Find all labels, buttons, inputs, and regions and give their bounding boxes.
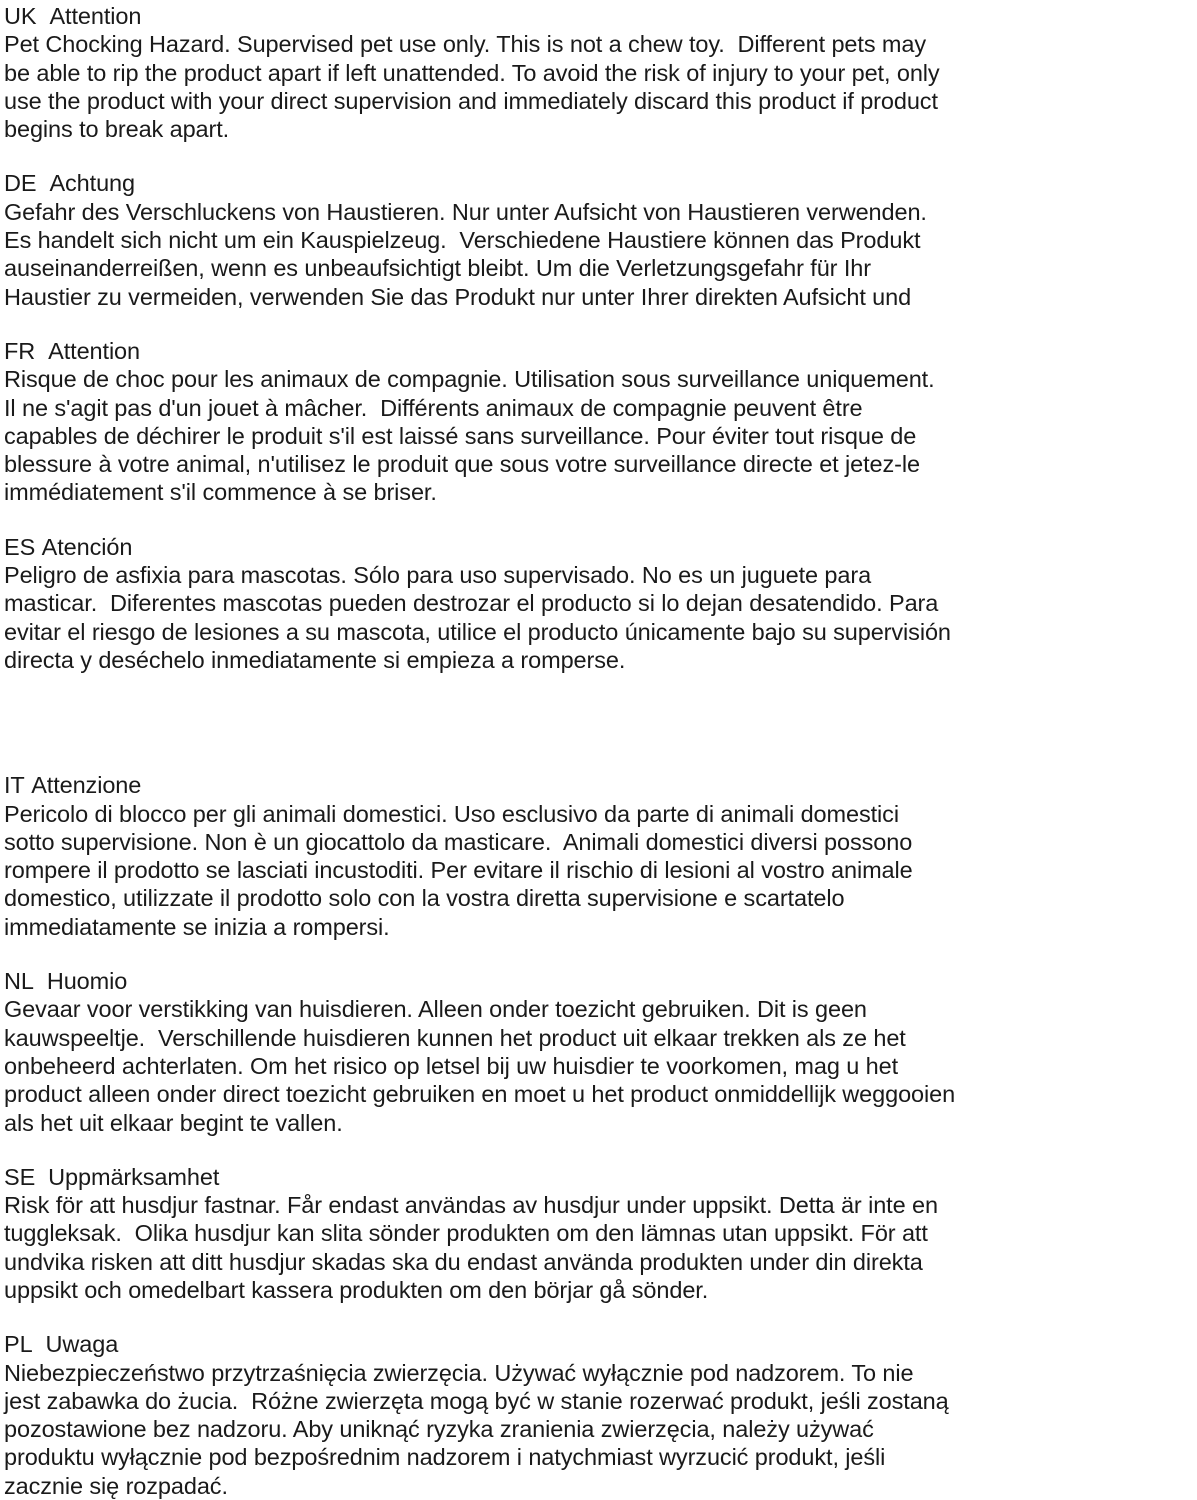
section-heading-uk (4, 2, 1193, 30)
section-heading-de (4, 169, 1193, 197)
section-heading-pl (4, 1330, 1193, 1358)
section-heading-se (4, 1163, 1193, 1191)
language-code: DE (4, 170, 37, 197)
text-line: Niebezpieczeństwo przytrzaśnięcia zwierzęcia. Używać wyłącznie pod nadzorem. To nie (4, 1359, 914, 1386)
text-line: begins to break apart. (4, 116, 230, 143)
section-title: Huomio (46, 968, 128, 995)
text-line: undvika risken att ditt husdjur skadas ska du endast använda produkten under din direkta (4, 1248, 923, 1275)
section-title: Uppmärksamhet (48, 1163, 220, 1190)
language-code: UK (4, 3, 37, 29)
text-line: product alleen onder direct toezicht gebruiken en moet u het product onmiddellijk weggooien (4, 1081, 956, 1108)
text-line: be able to rip the product apart if left unattended. To avoid the risk of injury to your pet, only (4, 59, 940, 86)
section-title: Atención (41, 533, 133, 560)
text-line: Risk för att husdjur fastnar. Får endast användas av husdjur under uppsikt. Detta är inte en (4, 1192, 938, 1219)
text-line: Haustier zu vermeiden, verwenden Sie das Produkt nur unter Ihrer direkten Aufsicht und (4, 283, 912, 310)
text-line: immédiatement s'il commence à se briser. (4, 479, 437, 506)
text-line: masticar. Diferentes mascotas pueden destrozar el producto si lo dejan desatendido. Para (4, 590, 939, 617)
text-line: directa y deséchelo inmediatamente si empieza a romperse. (4, 646, 626, 673)
text-line: Gevaar voor verstikking van huisdieren. Alleen onder toezicht gebruiken. Dit is geen (4, 996, 867, 1023)
language-code: PL (4, 1331, 33, 1358)
section-heading-fr (4, 337, 1193, 365)
language-code: FR (4, 337, 36, 364)
text-line: Pet Chocking Hazard. Supervised pet use only. This is not a chew toy. Different pets may (4, 31, 926, 58)
section-heading-es (4, 533, 1193, 561)
section-title: Attention (49, 3, 142, 29)
text-line: Il ne s'agit pas d'un jouet à mâcher. Différents animaux de compagnie peuvent être (4, 394, 863, 421)
text-line: jest zabawka do żucia. Różne zwierzęta mogą być w stanie rozerwać produkt, jeśli zostaną (4, 1387, 949, 1414)
text-line: Risque de choc pour les animaux de compagnie. Utilisation sous surveillance uniquement. (4, 366, 935, 393)
section-title: Uwaga (45, 1331, 119, 1358)
text-line: immediatamente se inizia a rompersi. (4, 913, 390, 940)
section-title: Attention (48, 337, 141, 364)
text-line: rompere il prodotto se lasciati incustoditi. Per evitare il rischio di lesioni al vostro animale (4, 857, 913, 884)
section-pl (4, 1330, 1193, 1500)
section-se (4, 1163, 1193, 1304)
section-nl (4, 967, 1193, 1137)
language-code: NL (4, 968, 34, 995)
text-line: tuggleksak. Olika husdjur kan slita sönder produkten om den lämnas utan uppsikt. För att (4, 1220, 928, 1247)
section-fr (4, 337, 1193, 507)
section-de (4, 169, 1193, 310)
text-line: auseinanderreißen, wenn es unbeaufsichtigt bleibt. Um die Verletzungsgefahr für Ihr (4, 255, 871, 282)
text-line: blessure à votre animal, n'utilisez le produit que sous votre surveillance directe et jetez-le (4, 451, 920, 478)
text-line: als het uit elkaar begint te vallen. (4, 1109, 343, 1136)
text-line: kauwspeeltje. Verschillende huisdieren kunnen het product uit elkaar trekken als ze het (4, 1024, 906, 1051)
language-code: IT (4, 772, 25, 799)
text-line: Gefahr des Verschluckens von Haustieren. Nur unter Aufsicht von Haustieren verwenden. (4, 198, 927, 225)
text-line: zacznie się rozpadać. (4, 1472, 228, 1499)
text-line: produktu wyłącznie pod bezpośrednim nadzorem i natychmiast wyrzucić produkt, jeśli (4, 1444, 886, 1471)
language-code: SE (4, 1163, 36, 1190)
language-code: ES (4, 533, 36, 560)
section-heading-it (4, 771, 1193, 799)
text-line: Pericolo di blocco per gli animali domestici. Uso esclusivo da parte di animali domestici (4, 800, 899, 827)
section-title: Achtung (49, 170, 135, 197)
text-line: use the product with your direct supervision and immediately discard this product if product (4, 87, 938, 114)
text-line: onbeheerd achterlaten. Om het risico op letsel bij uw huisdier te voorkomen, mag u het (4, 1052, 899, 1079)
text-line: pozostawione bez nadzoru. Aby uniknąć ryzyka zranienia zwierzęcia, należy używać (4, 1416, 874, 1443)
section-title: Attenzione (31, 772, 142, 799)
section-es (4, 533, 1193, 674)
text-line: capables de déchirer le produit s'il est laissé sans surveillance. Pour éviter tout risque de (4, 422, 917, 449)
section-heading-nl (4, 967, 1193, 995)
section-uk (4, 2, 1193, 143)
section-it (4, 771, 1193, 941)
text-line: domestico, utilizzate il prodotto solo con la vostra diretta supervisione e scartatelo (4, 885, 845, 912)
text-line: uppsikt och omedelbart kassera produkten om den börjar gå sönder. (4, 1276, 709, 1303)
text-line: evitar el riesgo de lesiones a su mascota, utilice el producto únicamente bajo su supervisión (4, 618, 951, 645)
text-line: Peligro de asfixia para mascotas. Sólo para uso supervisado. No es un juguete para (4, 562, 872, 589)
text-line: sotto supervisione. Non è un giocattolo da masticare. Animali domestici diversi possono (4, 828, 913, 855)
text-line: Es handelt sich nicht um ein Kauspielzeug. Verschiedene Haustiere können das Produkt (4, 227, 921, 254)
